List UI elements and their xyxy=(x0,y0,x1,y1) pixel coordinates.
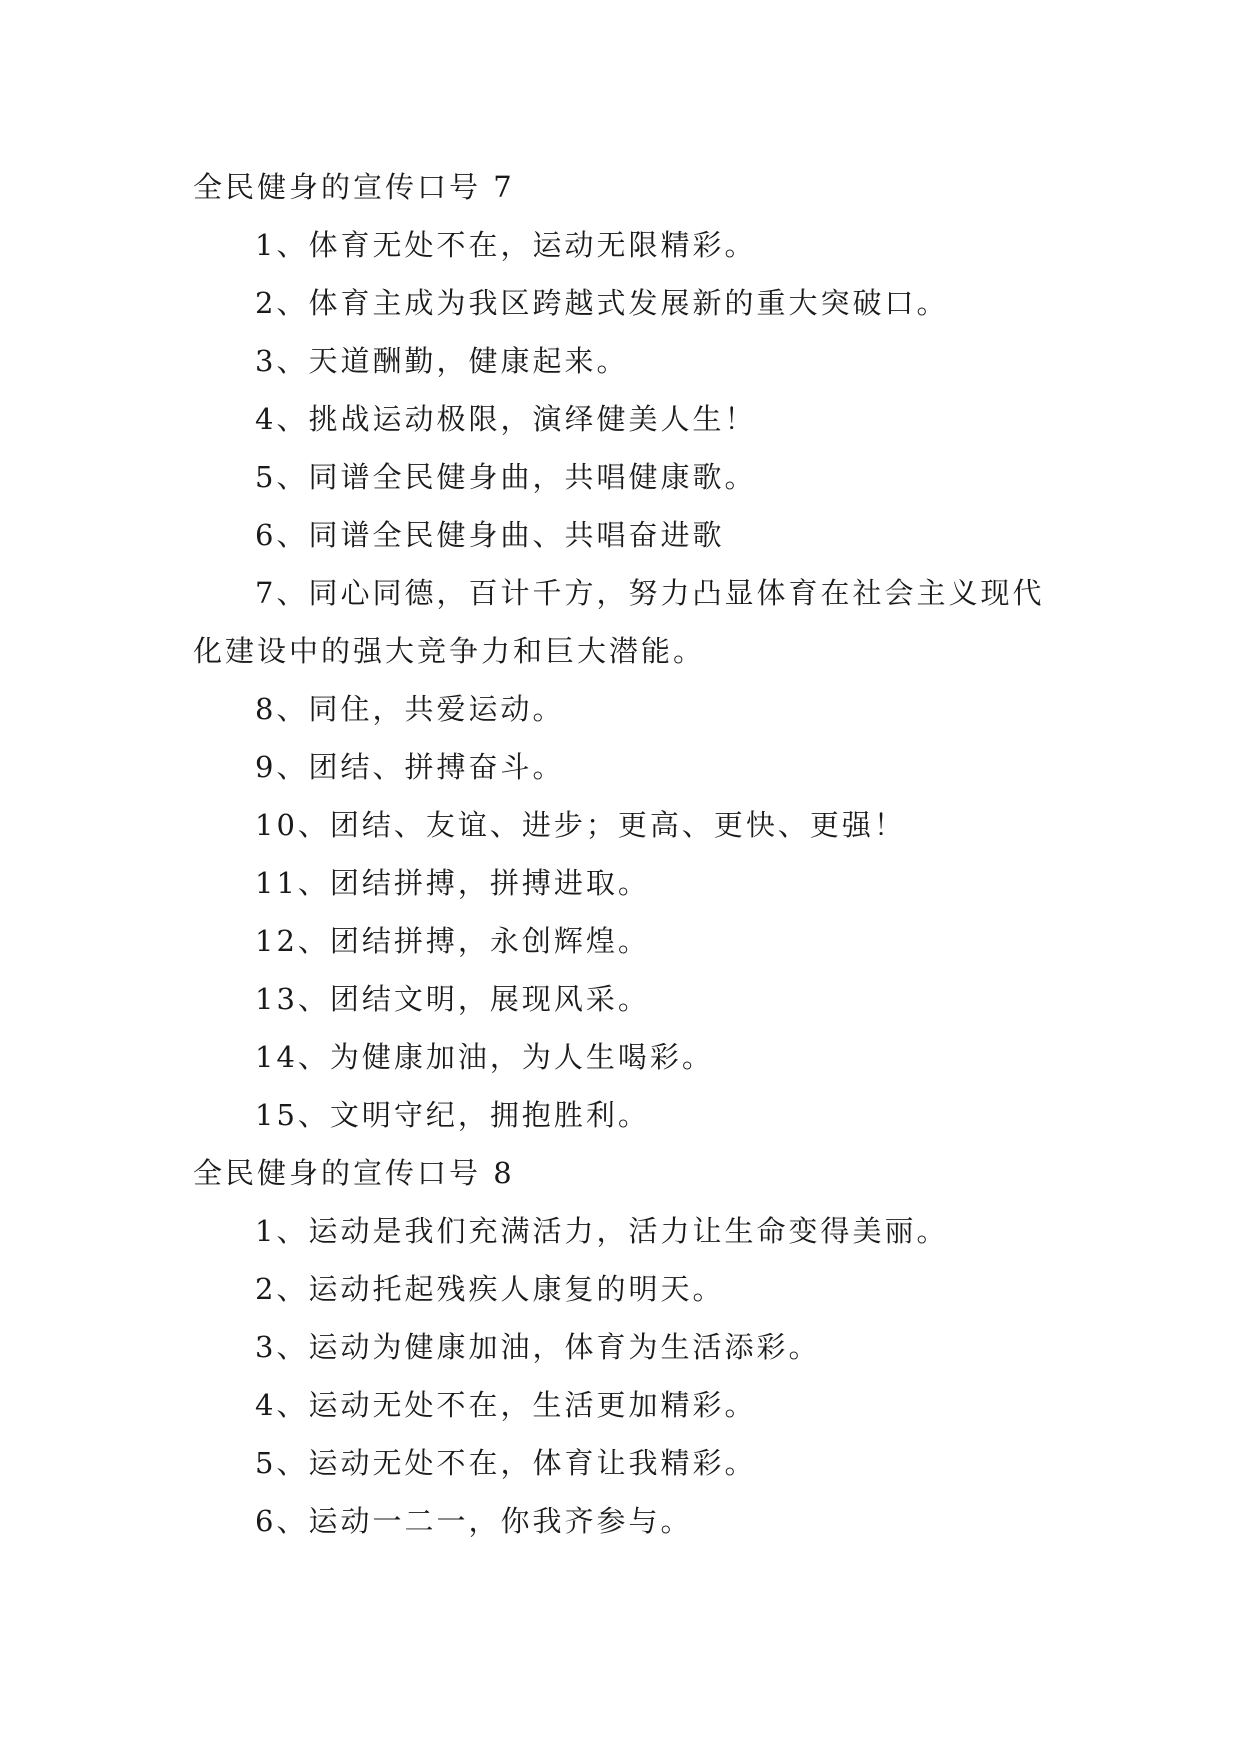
list-item: 1、运动是我们充满活力，活力让生命变得美丽。 xyxy=(255,1214,949,1248)
list-item: 12、团结拼搏，永创辉煌。 xyxy=(255,924,650,958)
list-item: 7、同心同德，百计千方，努力凸显体育在社会主义现代化建设中的强大竞争力和巨大潜能。 xyxy=(193,576,1045,668)
section-8 xyxy=(193,1144,1073,1550)
list-item: 10、团结、友谊、进步；更高、更快、更强！ xyxy=(255,808,906,842)
list-item: 13、团结文明，展现风采。 xyxy=(255,982,650,1016)
list-item: 3、天道酬勤，健康起来。 xyxy=(255,344,629,378)
list-item: 2、体育主成为我区跨越式发展新的重大突破口。 xyxy=(255,286,949,320)
list-item: 4、运动无处不在，生活更加精彩。 xyxy=(255,1388,757,1422)
section-7 xyxy=(193,158,1073,1144)
list-item: 3、运动为健康加油，体育为生活添彩。 xyxy=(255,1330,821,1364)
list-item: 6、同谱全民健身曲、共唱奋进歌 xyxy=(255,518,725,552)
list-item: 5、运动无处不在，体育让我精彩。 xyxy=(255,1446,757,1480)
section-heading: 全民健身的宣传口号 7 xyxy=(193,170,515,204)
section-heading: 全民健身的宣传口号 8 xyxy=(193,1156,515,1190)
list-item: 1、体育无处不在，运动无限精彩。 xyxy=(255,228,757,262)
document-content xyxy=(193,158,1073,1550)
list-item: 2、运动托起残疾人康复的明天。 xyxy=(255,1272,725,1306)
list-item: 5、同谱全民健身曲，共唱健康歌。 xyxy=(255,460,757,494)
list-item: 6、运动一二一，你我齐参与。 xyxy=(255,1504,693,1538)
list-item: 11、团结拼搏，拼搏进取。 xyxy=(255,866,650,900)
list-item: 15、文明守纪，拥抱胜利。 xyxy=(255,1098,650,1132)
list-item: 9、团结、拼搏奋斗。 xyxy=(255,750,565,784)
list-item: 14、为健康加油，为人生喝彩。 xyxy=(255,1040,714,1074)
list-item: 8、同住，共爱运动。 xyxy=(255,692,565,726)
list-item: 4、挑战运动极限，演绎健美人生！ xyxy=(255,402,757,436)
